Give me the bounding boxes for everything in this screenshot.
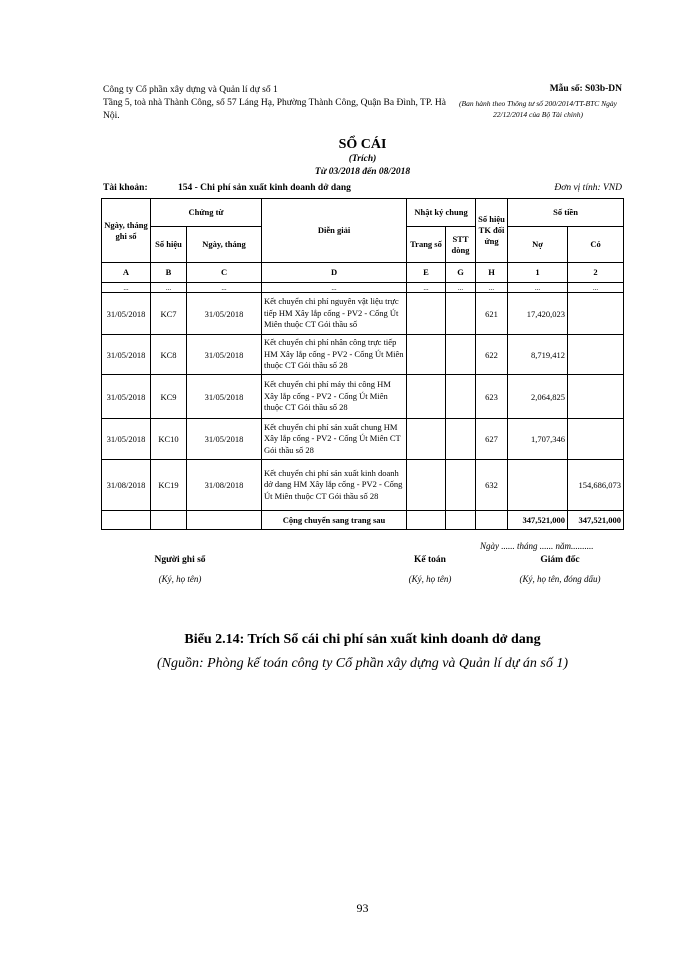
empty-cell [187, 511, 262, 530]
row-line [446, 375, 476, 419]
header-voucher-date: Ngày, tháng [187, 227, 262, 263]
table-row [102, 293, 624, 335]
code-cell: C [187, 263, 262, 283]
row-credit [568, 419, 624, 460]
ledger-subtitle: (Trích) [348, 154, 377, 164]
header-account: Số hiệu TK đối ứng [476, 199, 508, 263]
row-page [407, 460, 446, 511]
row-voucher-no: KC9 [151, 375, 187, 419]
row-credit [568, 375, 624, 419]
code-cell: B [151, 263, 187, 283]
code-cell: 2 [568, 263, 624, 283]
table-row [102, 460, 624, 511]
row-account: 622 [476, 335, 508, 375]
row-credit: 154,686,073 [568, 460, 624, 511]
row-description: Kết chuyển chi phí máy thi công HM Xây lắp cống - PV2 - Cống Út Miên thuộc CT Gói thầu số 28 [262, 375, 407, 419]
row-debit: 2,064,825 [508, 375, 568, 419]
header-date: Ngày, tháng ghi sổ [102, 199, 151, 263]
code-cell: G [446, 263, 476, 283]
header-credit: Có [568, 227, 624, 263]
total-label: Cộng chuyển sang trang sau [262, 511, 407, 530]
header-amount: Số tiền [508, 199, 624, 227]
sign-date-line: Ngày ...... tháng ...... năm.......... [480, 541, 594, 551]
row-debit [508, 460, 568, 511]
ellipsis-cell: ... [407, 283, 446, 293]
row-description: Kết chuyển chi phí sản xuất chung HM Xây lắp cống - PV2 - Cống Út Miên CT Gói thầu số 28 [262, 419, 407, 460]
code-cell: E [407, 263, 446, 283]
row-date: 31/05/2018 [102, 419, 151, 460]
empty-cell [407, 511, 446, 530]
table-row [102, 335, 624, 375]
ellipsis-cell: ... [151, 283, 187, 293]
director-title: Giám đốc [540, 555, 580, 565]
row-date: 31/05/2018 [102, 335, 151, 375]
row-account: 621 [476, 293, 508, 335]
table-row [102, 419, 624, 460]
header-debit: Nợ [508, 227, 568, 263]
row-account: 623 [476, 375, 508, 419]
total-row [102, 511, 624, 530]
header-journal: Nhật ký chung [407, 199, 476, 227]
figure-caption: Biểu 2.14: Trích Sổ cái chi phí sản xuất kinh doanh dở dang [184, 632, 541, 647]
accountant-title: Kế toán [414, 555, 446, 565]
table-row [102, 375, 624, 419]
ellipsis-cell: ... [187, 283, 262, 293]
row-page [407, 335, 446, 375]
row-credit [568, 293, 624, 335]
total-credit: 347,521,000 [568, 511, 624, 530]
row-debit: 1,707,346 [508, 419, 568, 460]
row-voucher-date: 31/08/2018 [187, 460, 262, 511]
row-voucher-no: KC19 [151, 460, 187, 511]
ellipsis-cell: ... [262, 283, 407, 293]
header-description: Diễn giải [262, 199, 407, 263]
header-line: STT dòng [446, 227, 476, 263]
row-voucher-date: 31/05/2018 [187, 293, 262, 335]
row-line [446, 460, 476, 511]
figure-source: (Nguồn: Phòng kế toán công ty Cổ phần xây dựng và Quản lí dự án số 1) [156, 656, 569, 671]
ledger-table [101, 198, 624, 530]
row-voucher-no: KC10 [151, 419, 187, 460]
row-page [407, 419, 446, 460]
ledger-period: Từ 03/2018 đến 08/2018 [314, 167, 411, 177]
ellipsis-cell: ... [508, 283, 568, 293]
row-date: 31/05/2018 [102, 293, 151, 335]
row-voucher-date: 31/05/2018 [187, 419, 262, 460]
row-account: 627 [476, 419, 508, 460]
form-note: (Ban hành theo Thông tư số 200/2014/TT-BTC Ngày 22/12/2014 của Bộ Tài chính) [459, 99, 617, 119]
account-value: 154 - Chi phí sản xuất kinh doanh dở dang [178, 183, 351, 193]
company-name: Công ty Cổ phần xây dựng và Quản lí dự số 1 [103, 85, 278, 95]
row-date: 31/05/2018 [102, 375, 151, 419]
page-number: 93 [356, 901, 369, 915]
ellipsis-cell: ... [446, 283, 476, 293]
ellipsis-cell: ... [102, 283, 151, 293]
row-credit [568, 335, 624, 375]
form-code: Mẫu số: S03b-DN [549, 84, 622, 94]
ellipsis-cell: ... [476, 283, 508, 293]
row-line [446, 293, 476, 335]
empty-cell [476, 511, 508, 530]
row-voucher-no: KC7 [151, 293, 187, 335]
row-voucher-date: 31/05/2018 [187, 375, 262, 419]
row-debit: 17,420,023 [508, 293, 568, 335]
column-code-row [102, 263, 624, 283]
ledger-title: SỔ CÁI [338, 137, 387, 152]
row-account: 632 [476, 460, 508, 511]
director-note: (Ký, họ tên, đóng dấu) [519, 574, 601, 584]
row-description: Kết chuyển chi phí sản xuất kinh doanh dở dang HM Xây lắp cống - PV2 - Cống Út Miên thuộc CT Gói thầu số 28 [262, 460, 407, 511]
recorder-note: (Ký, họ tên) [158, 574, 202, 584]
row-voucher-date: 31/05/2018 [187, 335, 262, 375]
code-cell: D [262, 263, 407, 283]
row-page [407, 293, 446, 335]
company-info [103, 84, 448, 123]
row-line [446, 419, 476, 460]
header-page: Trang số [407, 227, 446, 263]
header-voucher: Chứng từ [151, 199, 262, 227]
empty-cell [446, 511, 476, 530]
currency-unit: Đơn vị tính: VND [554, 183, 622, 193]
row-page [407, 375, 446, 419]
ellipsis-row [102, 283, 624, 293]
row-date: 31/08/2018 [102, 460, 151, 511]
account-label: Tài khoản: [103, 183, 148, 193]
account-line [103, 183, 351, 193]
code-cell: A [102, 263, 151, 283]
accountant-note: (Ký, họ tên) [408, 574, 452, 584]
row-line [446, 335, 476, 375]
row-debit: 8,719,412 [508, 335, 568, 375]
empty-cell [102, 511, 151, 530]
company-address: Tầng 5, toà nhà Thành Công, số 57 Láng Hạ, Phường Thành Công, Quận Ba Đình, TP. Hà Nội. [103, 98, 446, 121]
ellipsis-cell: ... [568, 283, 624, 293]
header-voucher-no: Số hiệu [151, 227, 187, 263]
empty-cell [151, 511, 187, 530]
row-description: Kết chuyển chi phí nguyên vật liệu trực tiếp HM Xây lắp cống - PV2 - Cống Út Miên thuộc CT Gói thầu số [262, 293, 407, 335]
row-description: Kết chuyển chi phí nhân công trực tiếp HM Xây lắp cống - PV2 - Cống Út Miên thuộc CT Gói thầu số 28 [262, 335, 407, 375]
recorder-title: Người ghi sổ [154, 555, 206, 565]
code-cell: H [476, 263, 508, 283]
code-cell: 1 [508, 263, 568, 283]
row-voucher-no: KC8 [151, 335, 187, 375]
total-debit: 347,521,000 [508, 511, 568, 530]
